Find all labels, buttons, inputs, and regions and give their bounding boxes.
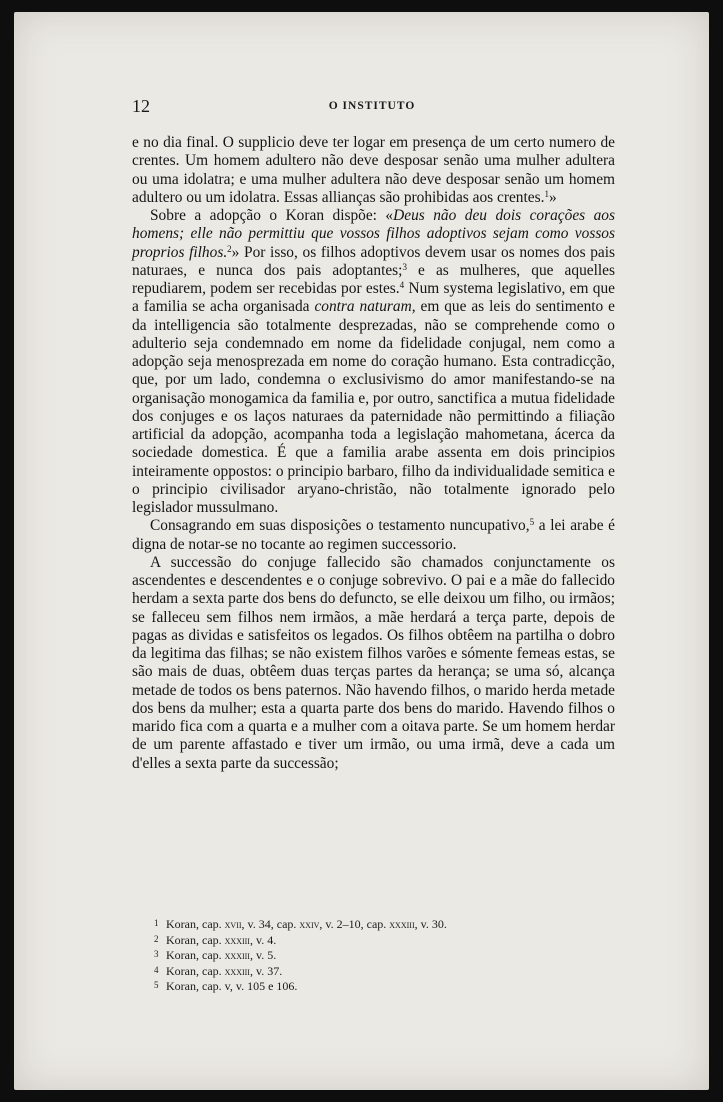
footnote-text: Koran, cap.	[166, 948, 225, 962]
footnote-text: , v. 4.	[249, 932, 277, 947]
footnote-number: 3	[154, 949, 159, 959]
footnote-chapter: xxiv	[299, 917, 320, 931]
scanned-page	[14, 12, 709, 1090]
footnote-ref-5: 5	[529, 517, 535, 528]
footnote-3	[154, 947, 574, 963]
footnote-1	[154, 916, 574, 932]
running-title: O INSTITUTO	[328, 100, 416, 112]
paragraph-3-text-b: a lei arabe é digna de notar-se no tocante ao regimen successorio.	[132, 517, 615, 553]
footnote-text: , v. 37.	[249, 963, 283, 978]
footnote-number: 4	[154, 964, 159, 975]
footnote-text: , v. 2–10, cap.	[319, 917, 390, 931]
footnote-number: 5	[154, 980, 159, 990]
footnote-ref-2: 2	[227, 243, 232, 254]
footnote-chapter: xxxiii	[224, 963, 250, 978]
footnote-text: Koran, cap.	[166, 963, 225, 978]
footnote-text: Koran, cap.	[166, 917, 225, 931]
footnote-5	[154, 978, 574, 994]
footnote-chapter: xxxiii	[224, 948, 250, 962]
paragraph-2-mid-c: Num systema legislativo, em que a familia se acha organisada	[132, 280, 616, 316]
paragraph-2	[132, 207, 615, 517]
paragraph-2-mid-a: » Por isso, os filhos adoptivos devem usar os nomes dos pais naturaes, e nunca dos pais adoptantes;	[132, 243, 616, 279]
paragraph-4-text: A successão do conjuge fallecido são chamados conjunctamente os ascendentes e descendentes e o conjuge sobrevivo. O pai e a mãe do fallecido herdam a sexta parte dos bens do defuncto, se elle deixou um filho, ou irmãos; se falleceu sem filhos nem irmãos, a mãe herdará a terça parte, depois de pagas as dividas e satisfeitos os legados. Os filhos obtêem na partilha o dobro da legitima das filhas; se não existem filhos varões e sómente femeas estas, se são mais de duas, obtêem duas terças partes da herança; se uma só, alcança metade de todos os bens paternos. Não havendo filhos, o marido herda metade dos bens da mulher; esta a quarta parte dos bens do marido. Havendo filhos o marido fica com a quarta e a mulher com a oitava parte. Se um homem herdar de um parente affastado e tiver um irmão, ou uma irmã, deve a cada um d'elles a sexta parte da successão;	[132, 553, 615, 772]
footnote-text: Koran, cap.	[166, 932, 225, 947]
footnote-ref-1: 1	[544, 188, 549, 199]
paragraph-2-mid-b: e as mulheres, que aquelles repudiarem, podem ser recebidas por estes.	[132, 261, 615, 297]
footnote-chapter: xxxiii	[224, 932, 250, 947]
paragraph-3	[132, 517, 615, 554]
paragraph-2-rest: em que as leis do sentimento e da intelligencia são totalmente desprezadas, não se comprehende como o adulterio seja condemnado em nome da fidelidade conjugal, nem como a adopção seja menosprezada em nome do coração humano. Esta contradicção, que, por um lado, condemna o exclusivismo do amor manifestando-se na organisação monogamica da familia e, por outro, sanctifica a mutua fidelidade dos conjuges e os laços naturaes da paternidade não permittindo a filiação artificial da adopção, acompanha toda a legislação mahometana, ácerca da sociedade domestica. É que a familia arabe assenta em dois principios inteiramente oppostos: o principio barbaro, filho da individualidade semitica e o principio civilisador aryano-christão, não totalmente ignorado pelo legislador mussulmano.	[132, 298, 615, 516]
footnote-text: , v. 5.	[249, 948, 277, 962]
footnote-ref-3: 3	[402, 261, 407, 272]
footnote-number: 1	[154, 918, 159, 928]
footnote-chapter: xvii	[224, 917, 242, 931]
footnote-chapter: xxxiii	[389, 917, 415, 931]
koran-quote: Deus não deu dois corações aos homens; elle não permittiu que vossos filhos adoptivos sejam como vossos proprios filhos.	[132, 207, 615, 261]
contra-naturam: contra naturam,	[314, 298, 416, 316]
paragraph-1-text: e no dia final. O supplicio deve ter logar em presença de um certo numero de crentes. Um homem adultero não deve desposar senão uma mulher adultera ou uma idolatra; e uma mulher adultera não deve desposar senão um homem adultero ou um idolatra. Essas allianças são prohibidas aos crentes.	[132, 134, 615, 206]
footnote-4	[154, 963, 574, 979]
footnote-ref-4: 4	[399, 280, 405, 290]
footnote-2	[154, 932, 574, 948]
paragraph-1	[132, 134, 615, 207]
paragraph-3-text-a: Consagrando em suas disposições o testamento nuncupativo,	[150, 517, 530, 535]
footnote-number: 2	[154, 933, 159, 944]
page-header	[132, 96, 612, 118]
footnote-text: , v. 30.	[414, 917, 447, 931]
footnotes	[154, 916, 574, 994]
paragraph-2-intro: Sobre a adopção o Koran dispõe: «	[150, 207, 394, 224]
paragraph-1-close: »	[548, 188, 557, 206]
paragraph-4	[132, 554, 615, 773]
main-text	[132, 134, 615, 773]
page-number: 12	[132, 96, 150, 116]
footnote-text: Koran, cap. v, v. 105 e 106.	[166, 979, 298, 993]
footnote-text: , v. 34, cap.	[241, 917, 300, 931]
